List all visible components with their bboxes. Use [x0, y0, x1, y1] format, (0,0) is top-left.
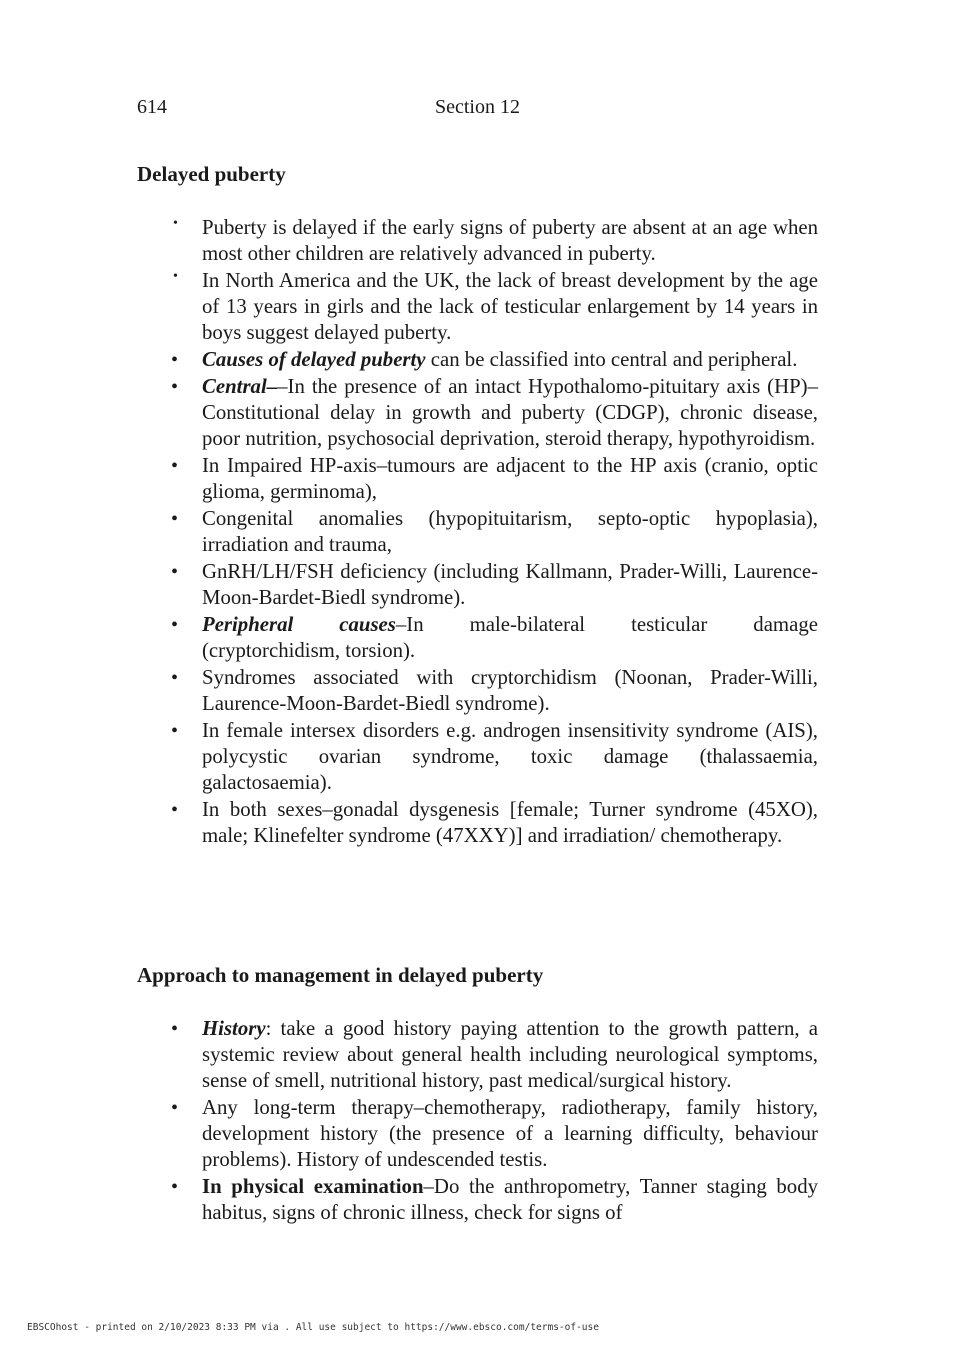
list-item-text: In female intersex disorders e.g. androgen insensitivity syndrome (AIS), polycystic ovarian syndrome, toxic damage (thalassaemia, galactosaemia).	[202, 719, 818, 794]
list-item	[173, 268, 818, 346]
emphasis-text: Causes of delayed puberty	[202, 348, 426, 371]
management-list	[171, 1016, 818, 1227]
bullet-icon: •	[171, 349, 179, 371]
list-item	[171, 1095, 818, 1173]
emphasis-text: Peripheral	[202, 613, 294, 636]
ebsco-footer: EBSCOhost - printed on 2/10/2023 8:33 PM via . All use subject to https://www.ebsco.com/terms-of-use	[27, 1322, 599, 1333]
list-item-text: Puberty is delayed if the early signs of puberty are absent at an age when most other children are relatively advanced in puberty.	[202, 216, 818, 265]
list-item	[171, 347, 818, 373]
list-item	[171, 1016, 818, 1094]
list-item-text: male-bilateral	[469, 613, 586, 636]
emphasis-text: In physical examination	[202, 1175, 424, 1198]
bullet-icon: •	[171, 1176, 179, 1198]
bullet-icon: •	[171, 799, 179, 821]
bullet-icon: •	[171, 667, 179, 689]
list-item	[171, 506, 818, 558]
list-item-text: –Do the anthropometry, Tanner staging body habitus, signs of chronic illness, check for signs of	[202, 1175, 818, 1224]
list-item-text: testicular	[631, 613, 708, 636]
emphasis-text: Central–	[202, 375, 278, 398]
list-item-text: In Impaired HP-axis–tumours are adjacent to the HP axis (cranio, optic glioma, germinoma),	[202, 454, 818, 503]
list-item	[171, 665, 818, 717]
bullet-icon: •	[171, 508, 179, 530]
list-item-text: –In	[395, 613, 424, 636]
delayed-puberty-list	[171, 215, 818, 850]
list-item-text: (cryptorchidism, torsion).	[202, 639, 416, 662]
bullet-icon: •	[171, 455, 179, 477]
list-item-text: damage	[753, 613, 818, 636]
bullet-icon: •	[171, 720, 179, 742]
section-heading-management: Approach to management in delayed puberty	[137, 963, 544, 987]
justified-line	[202, 612, 818, 638]
list-item	[171, 797, 818, 849]
running-head: Section 12	[435, 96, 520, 118]
bullet-icon: •	[171, 1097, 179, 1119]
list-item	[171, 612, 818, 664]
list-item	[171, 1174, 818, 1226]
list-item-text: GnRH/LH/FSH deficiency (including Kallmann, Prader-Willi, Laurence-Moon-Bardet-Biedl syndrome).	[202, 560, 818, 609]
bullet-icon: •	[171, 1018, 179, 1040]
bullet-icon: •	[171, 614, 179, 636]
list-item	[171, 374, 818, 452]
list-item	[171, 453, 818, 505]
list-item-text: In both sexes–gonadal dysgenesis [female; Turner syndrome (45XO), male; Klinefelter syndrome (47XXY)] and irradiation/ chemotherapy.	[202, 798, 818, 847]
page-number: 614	[137, 96, 167, 118]
list-item	[173, 215, 818, 267]
list-item	[171, 559, 818, 611]
bullet-icon: •	[173, 269, 178, 284]
bullet-icon: •	[173, 216, 178, 231]
list-item	[171, 718, 818, 796]
list-item-text: : take a good history paying attention to the growth pattern, a systemic review about general health including neurological symptoms, sense of smell, nutritional history, past medical/surgical history.	[202, 1017, 818, 1092]
list-item-text: Any long-term therapy–chemotherapy, radiotherapy, family history, development history (the presence of a learning difficulty, behaviour problems). History of undescended testis.	[202, 1096, 818, 1171]
bullet-icon: •	[171, 561, 179, 583]
list-item-text: In North America and the UK, the lack of breast development by the age of 13 years in girls and the lack of testicular enlargement by 14 years in boys suggest delayed puberty.	[202, 269, 818, 344]
list-item-text: Syndromes associated with cryptorchidism (Noonan, Prader-Willi, Laurence-Moon-Bardet-Biedl syndrome).	[202, 666, 818, 715]
emphasis-text: History	[202, 1017, 266, 1040]
section-heading-delayed-puberty: Delayed puberty	[137, 162, 286, 186]
emphasis-text: causes	[339, 613, 396, 636]
bullet-icon: •	[171, 376, 179, 398]
list-item-text: –In the presence of an intact Hypothalomo-pituitary axis (HP)–Constitutional delay in growth and puberty (CDGP), chronic disease, poor nutrition, psychosocial deprivation, steroid therapy, hypothyroidism.	[202, 375, 818, 450]
list-item-text: can be classified into central and peripheral.	[425, 348, 798, 371]
list-item-text: Congenital anomalies (hypopituitarism, septo-optic hypoplasia), irradiation and trauma,	[202, 507, 818, 556]
